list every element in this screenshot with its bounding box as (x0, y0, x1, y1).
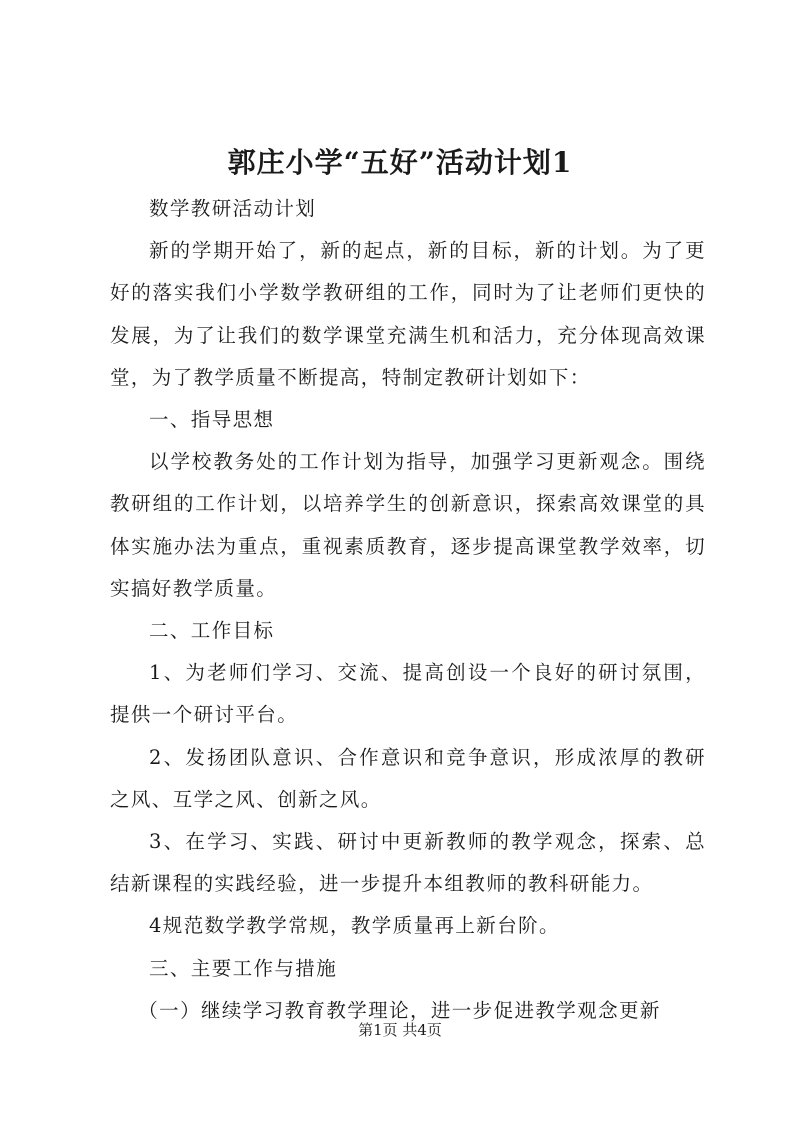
section-heading-guiding-thought: 一、指导思想 (149, 408, 275, 432)
paragraph-goal-1: 1、为老师们学习、交流、提高创设一个良好的研讨氛围，提供一个研讨平台。 (110, 661, 706, 727)
paragraph-guiding-thought: 以学校教务处的工作计划为指导，加强学习更新观念。围绕教研组的工作计划，以培养学生的创新意识，探索高效课堂的具体实施办法为重点，重视素质教育，逐步提高课堂教学效率，切实搞好教学质量。 (110, 450, 706, 600)
paragraph-goal-4: 4规范数学教学常规，教学质量再上新台阶。 (149, 914, 560, 938)
document-body (110, 188, 706, 1032)
paragraph-subtitle: 数学教研活动计划 (149, 197, 317, 220)
subsection-heading-1: （一）继续学习教育教学理论，进一步促进教学观念更新 (138, 998, 661, 1022)
section-heading-work-goals: 二、工作目标 (149, 619, 275, 643)
section-heading-main-work: 三、主要工作与措施 (149, 956, 338, 980)
paragraph-goal-3: 3、在学习、实践、研讨中更新教师的教学观念，探索、总结新课程的实践经验，进一步提升本组教师的教科研能力。 (110, 830, 706, 896)
paragraph-goal-2: 2、发扬团队意识、合作意识和竞争意识，形成浓厚的教研之风、互学之风、创新之风。 (110, 745, 706, 811)
paragraph-intro: 新的学期开始了，新的起点，新的目标，新的计划。为了更好的落实我们小学数学教研组的工作，同时为了让老师们更快的发展，为了让我们的数学课堂充满生机和活力，充分体现高效课堂，为了教学质量不断提高，特制定教研计划如下： (110, 239, 706, 389)
page-footer: 第1页 共4页 (358, 1021, 442, 1039)
document-title: 郭庄小学“五好”活动计划1 (227, 146, 573, 179)
